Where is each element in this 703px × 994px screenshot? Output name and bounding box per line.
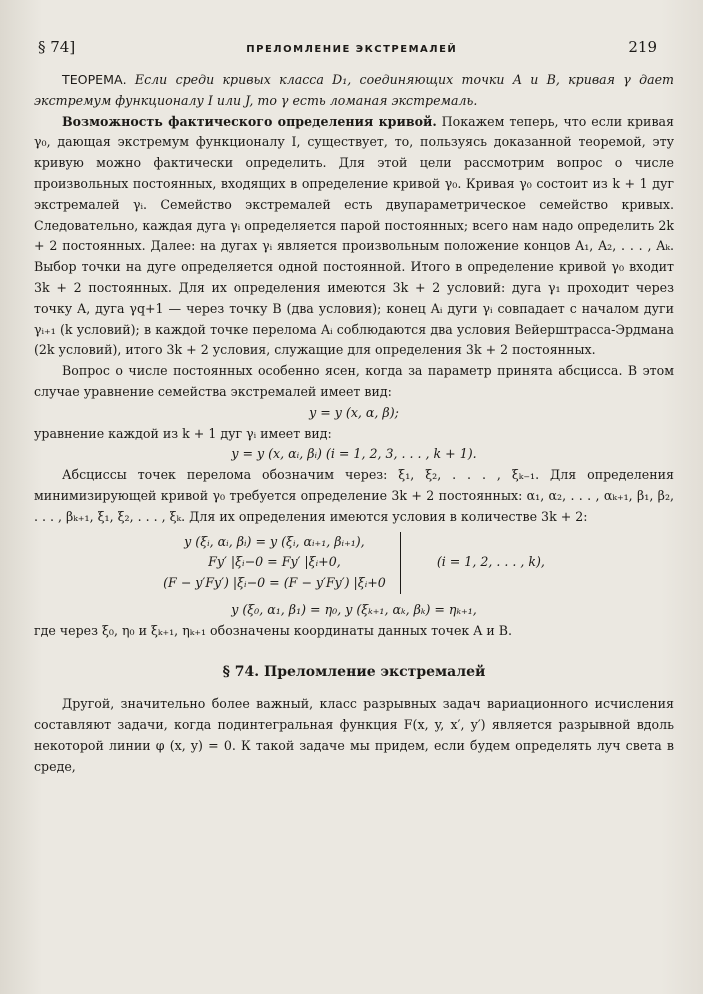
system-line-3: (F − y′Fy′) |ξᵢ−0 = (F − y′Fy′) |ξᵢ+0 <box>163 575 386 591</box>
system-line-2: Fy′ |ξᵢ−0 = Fy′ |ξᵢ+0, <box>208 554 341 570</box>
paragraph-abscissas: Абсциссы точек перелома обозначим через: ξ₁, ξ₂, . . . , ξₖ₋₁. Для определения минимизирующей кривой γ₀ требуется определение 3k + 2 постоянных: α₁, α₂, . . . , αₖ₊₁, β₁, β₂, . . . , βₖ₊₁, ξ₁, ξ₂, . . . , ξₖ. Для их определения имеются условия в количестве 3k + 2: <box>34 467 674 524</box>
section-paragraph: Другой, значительно более важный, класс разрывных задач вариационного исчисления составляют задачи, когда подинтегральная функция F(x, y, x′, y′) является разрывной вдоль некоторой линии φ (x, y) = 0. К такой задаче мы придем, если будем определять луч света в среде, <box>34 696 674 774</box>
paragraph-heading: Возможность фактического определения кривой. <box>62 113 437 129</box>
theorem-label: ТЕОРЕМА. <box>62 72 127 87</box>
header-section-ref: § 74] <box>38 38 76 56</box>
equation-system <box>34 532 674 594</box>
equation-arcs: y = y (x, αᵢ, βᵢ) (i = 1, 2, 3, . . . , k + 1). <box>231 446 477 462</box>
paragraph-constants: Вопрос о числе постоянных особенно ясен, когда за параметр принята абсцисса. В этом случае уравнение семейства экстремалей имеет вид: <box>34 363 674 399</box>
paragraph-coordinates: где через ξ₀, η₀ и ξₖ₊₁, ηₖ₊₁ обозначены координаты данных точек A и B. <box>34 622 513 638</box>
equation-endpoints: y (ξ₀, α₁, β₁) = η₀, y (ξₖ₊₁, αₖ, βₖ) = ηₖ₊₁, <box>231 601 477 617</box>
system-lines <box>163 532 401 594</box>
system-index-note: (i = 1, 2, . . . , k), <box>436 554 545 570</box>
theorem <box>34 70 674 112</box>
equation-family: y = y (x, α, β); <box>309 404 399 420</box>
section-title: § 74. Преломление экстремалей <box>222 663 486 680</box>
paragraph-determination <box>34 112 674 362</box>
running-title: ПРЕЛОМЛЕНИЕ ЭКСТРЕМАЛЕЙ <box>246 44 458 55</box>
theorem-text: Если среди кривых класса D₁, соединяющих точки A и B, кривая γ дает экстремум функционалу I или J, то γ есть ломаная экстремаль. <box>34 72 674 108</box>
page-number: 219 <box>628 38 657 56</box>
page-body <box>34 70 674 778</box>
page-header <box>38 38 657 56</box>
system-line-1: y (ξᵢ, αᵢ, βᵢ) = y (ξᵢ, αᵢ₊₁, βᵢ₊₁), <box>184 533 365 549</box>
paragraph-arcs: уравнение каждой из k + 1 дуг γᵢ имеет вид: <box>34 425 332 441</box>
paragraph-text: Покажем теперь, что если кривая γ₀, дающая экстремум функционалу I, существует, то, пользуясь доказанной теоремой, эту кривую можно фактически определить. Для этой цели рассмотрим вопрос о числе произвольных постоянных, входящих в определение кривой γ₀. Кривая γ₀ состоит из k + 1 дуг экстремалей γᵢ. Семейство экстремалей есть двупараметрическое семейство кривых. Следовательно, каждая дуга γᵢ определяется парой постоянных; всего нам надо определить 2k + 2 постоянных. Далее: на дугах γᵢ является произвольным положение концов A₁, A₂, . . . , Aₖ. Выбор точки на дуге определяется одной постоянной. Итого в определение кривой γ₀ входит 3k + 2 постоянных. Для их определения имеются 3k + 2 условий: дуга γ₁ проходит через точку A, дуга γq+1 — через точку B (два условия); конец Aᵢ дуги γᵢ совпадает с началом дуги γᵢ₊₁ (k условий); в каждой точке перелома Aᵢ соблюдаются два условия Вейерштрасса-Эрдмана (2k условий), итого 3k + 2 условия, служащие для определения 3k + 2 постоянных. <box>34 113 674 358</box>
